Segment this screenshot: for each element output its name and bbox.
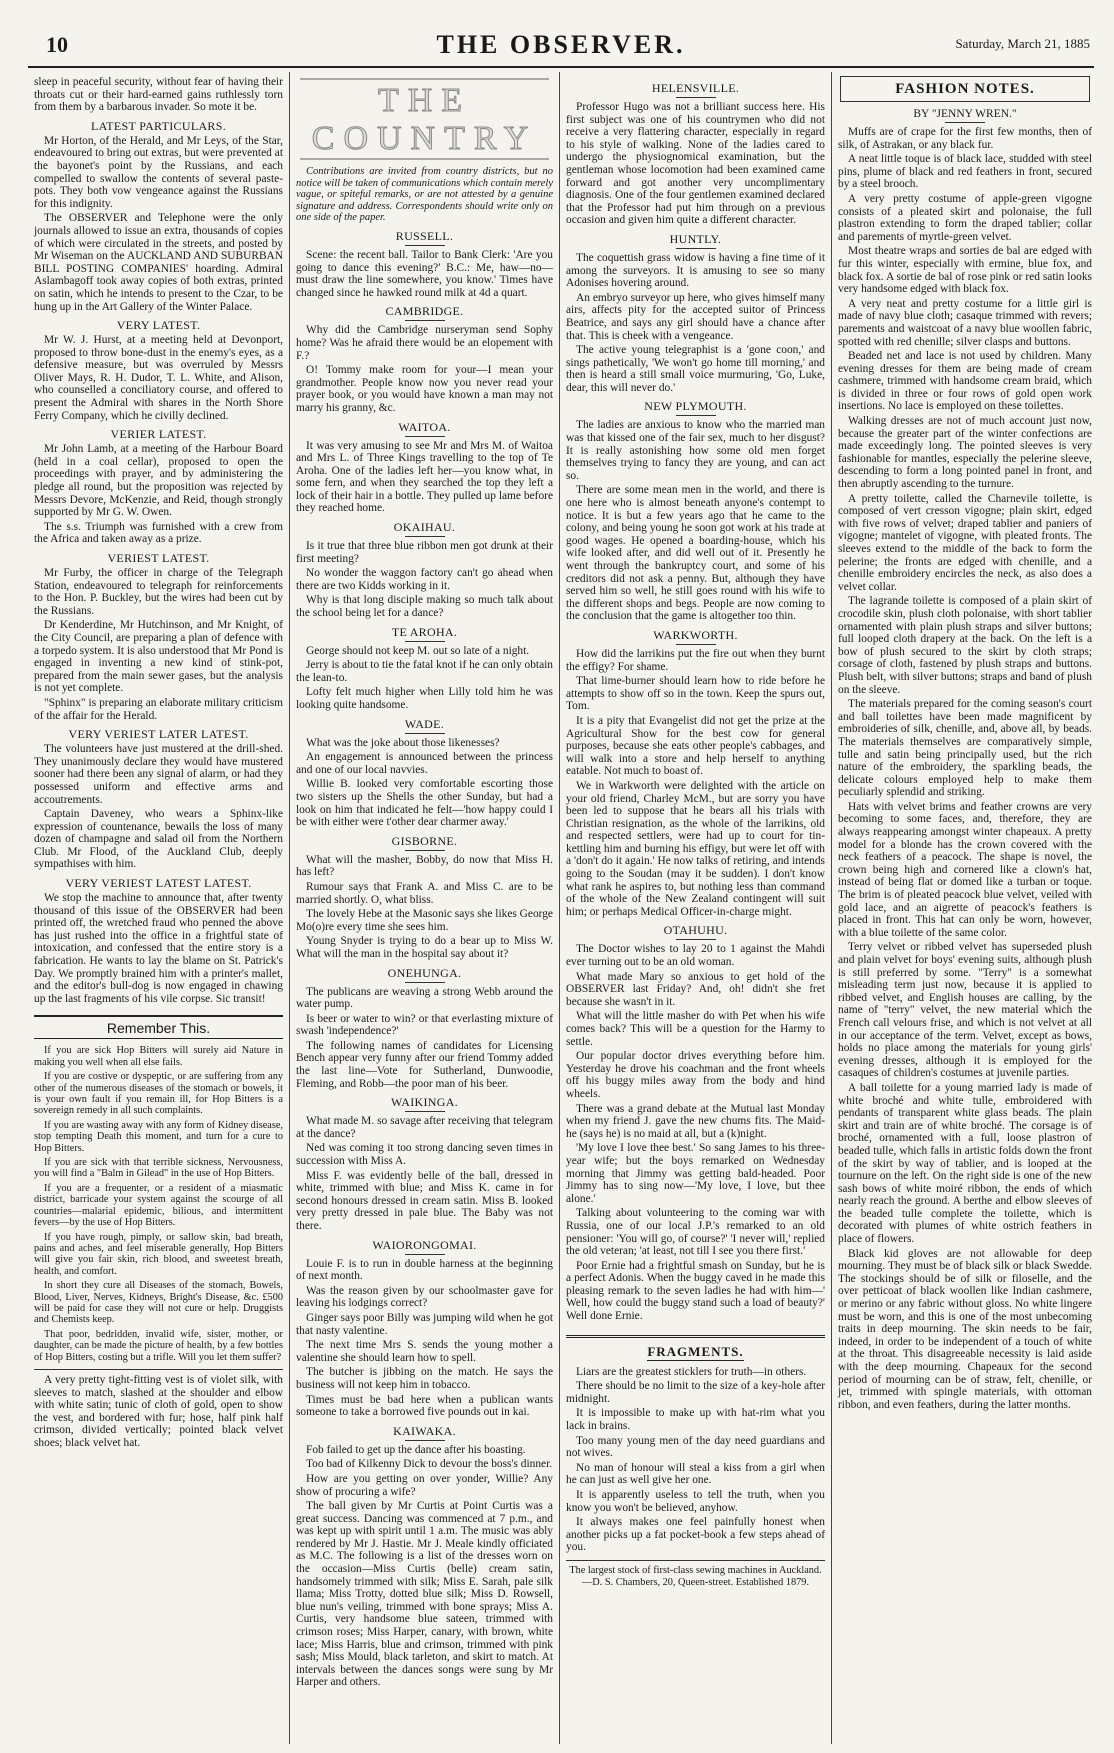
fragment-para: Too many young men of the day need guardians and not wives. bbox=[566, 1434, 825, 1460]
district-para: Times must be bad here when a publican wants someone to take a borrowed five pounds out in kai. bbox=[296, 1393, 553, 1419]
district-para: Fob failed to get up the dance after his boasting. bbox=[306, 1443, 526, 1456]
fashion-para: A pretty toilette, called the Charnevile toilette, is composed of vert cresson vigogne; plain skirt, edged with five rows of velvet; draped tablier and paniers of vigogne; mantelet of vigogne, with pleated fronts. The sleeves extend to the middle of the back to form the pelerine; the fronts are edged with chenille, and a chenille embroidery encircles the neck, as also does a velvet collar. bbox=[838, 492, 1092, 593]
district-head: RUSSELL. bbox=[395, 228, 454, 243]
fashion-para: Beaded net and lace is not used by children. Many evening dresses for them are being made of cream cashmere, trimmed with handsome cream braid, which is divided in three or four rows of gold open work insertions. No lace is employed on these toilettes. bbox=[838, 350, 1092, 413]
district-para: It was very amusing to see Mr and Mrs M. of Waitoa and Mrs L. of Three Kings travelling to the top of Te Aroha. One of the ladies left her—you know what, in some fern, and when they searched the top they left a lock of their hair in a bottle. They pulled up lame before they reached home. bbox=[296, 439, 553, 515]
fashion-para: A neat little toque is of black lace, studded with steel pins, plume of black and red feathers in front, secured by a steel brooch. bbox=[838, 153, 1092, 191]
district-para: Willie B. looked very comfortable escorting those two sisters up the Shells the other Sunday, but had a look on him that indicated he felt—'how happy could I be with either were t'other dear charmer away.' bbox=[296, 778, 553, 829]
fragment-para: It is impossible to make up with hat-rim what you lack in brains. bbox=[566, 1407, 825, 1433]
head-rule bbox=[405, 982, 445, 983]
article-para: We stop the machine to announce that, after twenty thousand of this issue of the OBSERVER had been printed off, the wretched fraud who penned the above has just rushed into the office in a frightful state of intoxication, and confessed that the entire story is a fabrication. He wants to lay the blame on St. Patrick's Day. We promptly brained him with a printer's mallet, and the editor's bull-dog is now engaged in chawing up the last fragments of his vile corpse. Sic transit! bbox=[34, 892, 283, 1005]
district-head: WAIKINGA. bbox=[390, 1095, 459, 1110]
head-rule bbox=[405, 536, 445, 537]
fashion-para: The materials prepared for the coming season's court and ball toilettes have been made magnificent by embroideries of silk, chenille, and, above all, by beads. The materials themselves are comparatively simple, tulle and satin being principally used, but the rich nature of the embroidery, the sparkling beads, the delicate colours employed help to make them peculiarly splendid and striking. bbox=[838, 698, 1092, 799]
fashion-para: Hats with velvet brims and feather crowns are very becoming to some faces, and, therefore, they are always reappearing amongst winter chapeaux. A pretty model for a blonde has the crown covered with the neck feathers of a peacock. The shape is novel, the crown being high and cornered like a clown's hat, instead of being flat or domed like a turban or toque. The brim is of pleated peacock blue velvet, veiled with gold lace, and an aigrette of peacock's feathers is placed in front. This hat can only be worn, however, with a blue toilette of the same color. bbox=[838, 800, 1092, 939]
district-para: Professor Hugo was not a brilliant success here. His first subject was one of his countrymen who did not receive a very flattering character, especially in regard to his style of walking. None of the ladies cared to undergo the physiognomical examination, but the gentleman whose locomotion had been examined came forward and got another very uncomplimentary diagnosis. One of the four gentlemen examined declared that the Professor had put him through on a previous occasion and given him quite a different character. bbox=[566, 101, 825, 227]
latest-particulars-head: LATEST PARTICULARS. bbox=[90, 118, 226, 133]
fragment-para: It is apparently useless to tell the truth, when you know you won't be believed, anyhow. bbox=[566, 1489, 825, 1514]
paper-name: THE OBSERVER. bbox=[436, 30, 686, 59]
district-para: Rumour says that Frank A. and Miss C. are to be married shortly. O, what bliss. bbox=[296, 880, 553, 906]
fashion-byline: BY "JENNY WREN." bbox=[913, 108, 1017, 120]
district-head: WADE. bbox=[404, 716, 445, 731]
district-head: GISBORNE. bbox=[391, 833, 458, 848]
district-para: Louie F. is to run in double harness at the beginning of next month. bbox=[296, 1257, 553, 1283]
fashion-para: Terry velvet or ribbed velvet has superseded plush and plain velvet for boys' evening suits, although plush is still preferred by some. "Terry" is a somewhat misleading term just now, because it is applied to ribbed velvet, and English houses are calling, by the name of "terry" velvet, the new material which the French call velours frise, and which is not velvet at all in our acceptance of the term. Velvet, except as bows, holds no place among the materials for young girls' evening dresses, although it is employed for the casaques of children's costumes at juvenile parties. bbox=[838, 941, 1092, 1080]
remember-this-head: Remember This. bbox=[34, 1015, 283, 1039]
sewing-machine-ad: The largest stock of first-class sewing machines in Auckland.—D. S. Chambers, 20, Queen-street. Established 1879. bbox=[566, 1560, 825, 1588]
district-para: Scene: the recent ball. Tailor to Bank Clerk: 'Are you going to dance this evening?' B.C.: Me, haw—no—must draw the line somewhere, you know.' Times have changed since he hawked round milk at 4d a quart. bbox=[296, 248, 553, 299]
district-head: TE AROHA. bbox=[391, 624, 458, 639]
district-para: What will the masher, Bobby, do now that Miss H. has left? bbox=[296, 853, 553, 879]
district-para: The coquettish grass widow is having a fine time of it among the surveyors. It is amusing to see so many Adonises hovering around. bbox=[566, 251, 825, 290]
district-para: Ginger says poor Billy was jumping wild when he got that nasty valentine. bbox=[296, 1311, 553, 1337]
article-para: Mr Furby, the officer in charge of the Telegraph Station, endeavoured to telegraph for reinforcements to the Hon. P. Buckley, but the wires had been cut by the Russians. bbox=[34, 567, 283, 617]
district-para: Is it true that three blue ribbon men got drunk at their first meeting? bbox=[296, 540, 553, 565]
district-para: It is a pity that Evangelist did not get the prize at the Agricultural Show for the best cow for general purposes, because she eats other people's cabbages, and will walk into a store and help herself to anything eatable. Not much to boast of. bbox=[566, 714, 825, 778]
article-para: Dr Kenderdine, Mr Hutchinson, and Mr Knight, of the City Council, are preparing a plan of defence with a torpedo system. It is also understood that Mr Pond is engaged in inventing a new kind of stink-pot, prepared from the main sewer gases, but the analysis is not yet complete. bbox=[34, 619, 283, 695]
head-rule bbox=[676, 939, 716, 940]
district-para: The ball given by Mr Curtis at Point Curtis was a great success. Dancing was commenced at 7 p.m., and was kept up with spirit until 1 a.m. The music was ably rendered by Mr J. Hastie. Mr J. Meale kindly officiated as M.C. The following is a list of the dresses worn on the occasion—Miss Curtis (belle) cream satin, handsomely trimmed with silk; Miss E. Sarah, pale silk llama; Miss Trotty, dotted blue silk; Miss D. Rowsell, blue nun's veiling, trimmed with bone sprays; Miss A. Curtis, very handsome blue sateen, trimmed with crimson roses; Miss Harper, canary, with brown, white lace; Miss Harris, blue and crimson, trimmed with pink sash; Miss Mould, black tarleton, and skirt to match. At intervals between the dances songs were sung by Mr Harper and others. bbox=[296, 1500, 553, 1689]
fragments-head bbox=[566, 1335, 825, 1360]
verier-latest-head: VERIER LATEST. bbox=[110, 427, 207, 442]
article-para: Mr Horton, of the Herald, and Mr Leys, of the Star, endeavoured to bring out extras, but were prevented at the bayonet's point by the Russians, and each compelled to swallow the contents of several paste-pots. They both vow vengeance against the Russians for this indignity. bbox=[34, 134, 283, 210]
district-head: HELENSVILLE. bbox=[651, 81, 740, 95]
ad-para: That poor, bedridden, invalid wife, sister, mother, or daughter, can be made the picture of health, by a few bottles of Hop Bitters, costing but a trifle. Will you let them suffer? bbox=[34, 1328, 283, 1363]
district-head: CAMBRIDGE. bbox=[385, 304, 464, 319]
closing-para: A very pretty tight-fitting vest is of violet silk, with sleeves to match, slashed at the shoulder and elbow with white satin; tunic of cloth of gold, open to show the vest, and bordered with fur; hose, half pink half crimson, divided vertically; pointed black velvet shoes; black velvet hat. bbox=[34, 1373, 283, 1449]
byline-rule bbox=[945, 122, 985, 123]
article-para: "Sphinx" is preparing an elaborate military criticism of the affair for the Herald. bbox=[34, 696, 283, 722]
article-para: Mr John Lamb, at a meeting of the Harbour Board (held in a coal cellar), proposed to open the proceedings with prayer, and by administering the pledge all round, but the proposition was rejected by Messrs Devore, McKenzie, and Reid, though strongly supported by Mr G. W. Owen. bbox=[34, 443, 283, 519]
district-para: Talking about volunteering to the coming war with Russia, one of our local J.P.'s remarked to an old pensioner: 'You will go, of course?' 'I never will,' replied the old veteran; 'at least, not till I see you there first.' bbox=[566, 1207, 825, 1258]
district-head: WAITOA. bbox=[398, 419, 451, 434]
district-para: The ladies are anxious to know who the married man was that kissed one of the fair sex, much to her disgust? It is really astonishing how some old men forget themselves trying to fancy they are young, and can act so. bbox=[566, 419, 825, 482]
article-para: The s.s. Triumph was furnished with a crew from the Africa and taken away as a prize. bbox=[34, 520, 283, 546]
page-number: 10 bbox=[46, 32, 68, 57]
article-para: Captain Daveney, who wears a Sphinx-like expression of countenance, bewails the loss of many dozen of champagne and salad oil from the Northern Club. Mr Flood, of the Auckland Club, deeply sympathises with him. bbox=[34, 808, 283, 871]
masthead-rule bbox=[28, 66, 1094, 68]
fashion-para: Walking dresses are not of much account just now, because the greater part of the winter confections are made exceedingly long. The pointed sleeves is very fashionable for mantles, especially the pelerine sleeve, descending to form a long pointed panel in front, and then abruptly ascending to the turnure. bbox=[838, 415, 1092, 491]
fragments-title: FRAGMENTS. bbox=[647, 1343, 744, 1359]
district-para: What was the joke about those likenesses? bbox=[306, 736, 500, 749]
ad-para: In short they cure all Diseases of the stomach, Bowels, Blood, Liver, Nerves, Kidneys, Bright's Disease, &c. £500 will be paid for case they will not cure or help. Druggists and Chemists keep. bbox=[34, 1280, 283, 1326]
fashion-para: Muffs are of crape for the first few months, then of silk, of Astrakan, or any black fur. bbox=[838, 126, 1092, 151]
head-rule bbox=[676, 415, 716, 416]
district-para: That lime-burner should learn how to ride before he attempts to show off so in the town. Keep the spurs out, Tom. bbox=[566, 675, 825, 713]
fashion-notes-head: FASHION NOTES. bbox=[840, 76, 1090, 102]
district-para: Why did the Cambridge nurseryman send Sophy home? Was he afraid there would be an elopement with F.? bbox=[296, 324, 553, 362]
district-para: Miss F. was evidently belle of the ball, dressed in white, trimmed with blue; and Miss K. came in for second honours dressed in cream satin. Miss B. looked very pretty dressed in pale blue. The Baby was not there. bbox=[296, 1169, 553, 1232]
head-rule bbox=[405, 641, 445, 642]
head-rule bbox=[405, 1111, 445, 1112]
fragment-para: No man of honour will steal a kiss from a girl when he can just as well give her one. bbox=[566, 1461, 825, 1487]
column-1-intro: sleep in peaceful security, without fear of having their throats cut or their hard-earned gains ruthlessly torn from them by a barbarous invader. So mote it be. bbox=[34, 76, 283, 114]
fashion-para: Black kid gloves are not allowable for deep mourning. They must be of black silk or black Swedde. The stockings should be of silk or filoselle, and the over petticoat of black woollen like Indian cashmere, or merino or any fabric without gloss. No white lingere must be worn, and this is one of the most unbecoming traits in deep mourning. The skin needs to be fair, indeed, in order to be independent of a touch of white at the throat. This disagreeable necessity is laid aside with the deep mourning. Chapeaux for the second period of mourning can be of straw, felt, chenille, or jet, trimmed with spingle materials, with ottoman ribbon, and even feathers, during the latter months. bbox=[838, 1247, 1092, 1411]
district-para: The lovely Hebe at the Masonic says she likes George Mo(o)re every time she sees him. bbox=[296, 908, 553, 933]
district-para: Young Snyder is trying to do a bear up to Miss W. What will the man in the hospital say about it? bbox=[296, 935, 553, 960]
masthead bbox=[28, 28, 1094, 58]
district-head: HUNTLY. bbox=[669, 231, 722, 246]
head-rule bbox=[676, 97, 716, 98]
article-para: Mr W. J. Hurst, at a meeting held at Devonport, proposed to throw bone-dust in the enemy's eyes, as a defensive measure, but was overruled by Messrs Oliver Mays, R. H. Dudor, T. L. White, and Alison, who counselled a conciliatory course, and offered to present the Admiral with shares in the North Shore Ferry Company, which he civilly declined. bbox=[34, 334, 283, 422]
district-para: Our popular doctor drives everything before him. Yesterday he drove his coachman and the front wheels off his buggy miles away from the body and hind wheels. bbox=[566, 1050, 825, 1100]
district-head: KAIWAKA. bbox=[393, 1423, 456, 1438]
head-rule bbox=[405, 1254, 445, 1255]
district-para: Is beer or water to win? or that everlasting mixture of swash 'independence?' bbox=[296, 1012, 553, 1038]
district-para: The next time Mrs S. sends the young mother a valentine she should learn how to spell. bbox=[296, 1339, 553, 1364]
contributions-note: Contributions are invited from country districts, but no notice will be taken of communications which contain merely vague, or spiteful remarks, or are not attested by a genuine signature and address. Correspondents should write only on one side of the paper. bbox=[296, 166, 553, 224]
district-head: OKAIHAU. bbox=[393, 520, 456, 535]
ad-para: If you are a frequenter, or a resident of a miasmatic district, barricade your system against the scourge of all countries—malarial epidemic, bilious, and intermittent fevers—by the use of Hop Bitters. bbox=[34, 1182, 283, 1229]
ad-para: If you are sick Hop Bitters will surely aid Nature in making you well when all else fails. bbox=[34, 1045, 283, 1068]
fashion-para: A very neat and pretty costume for a little girl is made of navy blue cloth; casaque trimmed with revers; parements and waistcoat of a navy blue woollen fabric, spotted with red chenille; silver clasps and buttons. bbox=[838, 297, 1092, 348]
district-para: Jerry is about to tie the fatal knot if he can only obtain the lean-to. bbox=[296, 659, 553, 684]
head-rule bbox=[405, 320, 445, 321]
very-latest-head: VERY LATEST. bbox=[116, 318, 201, 333]
head-rule bbox=[676, 644, 716, 645]
article-para: The OBSERVER and Telephone were the only journals allowed to issue an extra, thousands of copies of which were circulated in the streets, and posted by Mr Wiseman on the AUCKLAND AND SUBURBAN BILL POSTING COMPANIES' hoarding. Admiral Aslambagoff took away copies of both extras, printed on satin, which he intends to present to the Czar, to be hung up in the Art Gallery of the Winter Palace. bbox=[34, 212, 283, 313]
fashion-para: A ball toilette for a young married lady is made of white broché and white tulle, embroidered with pendants of transparent white glass beads. The plain skirt and train are of white broché. The corsage is of broché, ornamented with a full, loose plastron of beaded tulle, which falls in artistic folds down the front of the skirt by way of tablier, and is looped at the tournure on the left. On the right side is one of the new sash bows of white moiré ribbon, the ends of which nearly reach the ground. A berthe and elbow sleeves of the beaded tulle complete the toilette, which is decorated with plumes of white ostrich feathers in place of flowers. bbox=[838, 1081, 1092, 1246]
district-para: The active young telegraphist is a 'gone coon,' and sings pathetically, 'We won't go home till morning,' and then is heard a still small voice murmuring, 'Go, Luke, dear, this will never do.' bbox=[566, 344, 825, 394]
district-head: WAIORONGOMAI. bbox=[372, 1237, 477, 1252]
fashion-para: Most theatre wraps and sorties de bal are edged with fur this winter, especially with ermine, blue fox, and black fox. A sortie de bal of rose pink or red satin looks very handsome edged with black fox. bbox=[838, 245, 1092, 296]
district-para: Lofty felt much higher when Lilly told him he was looking quite handsome. bbox=[296, 686, 553, 711]
district-para: The Doctor wishes to lay 20 to 1 against the Mahdi ever turning out to be an old woman. bbox=[566, 943, 825, 969]
district-para: How are you getting on over yonder, Willie? Any show of procuring a wife? bbox=[296, 1472, 553, 1498]
district-para: Was the reason given by our schoolmaster gave for leaving his lodgings correct? bbox=[296, 1284, 553, 1310]
district-para: The following names of candidates for Licensing Bench appear very funny after our friend Tommy added the last line—Vote for Sutherland, Dunwoodie, Fleming, and Robb—the poor man of his beer. bbox=[296, 1039, 553, 1090]
district-para: The publicans are weaving a strong Webb around the water pump. bbox=[296, 985, 553, 1011]
issue-date: Saturday, March 21, 1885 bbox=[955, 36, 1090, 51]
district-head: NEW PLYMOUTH. bbox=[644, 399, 747, 414]
district-para: We in Warkworth were delighted with the article on your old friend, Charley McM., but are sorry you have been led to suppose that he bears all his trials with Christian resignation, as the whole of the larrikins, old and respected settlers, were had up to court for tin-kettling him and burning his effigy, but were let off with a 'don't do it again.' He now talks of retiring, and intends going to the Soudan (may it be sudden). I don't know what rank he aspires to, but nothing less than command of the whole of the New Zealand contingent will suit him; or perhaps Medical Officer-in-charge might. bbox=[566, 779, 825, 918]
column-2 bbox=[290, 72, 560, 1744]
ad-para: If you are sick with that terrible sickness, Nervousness, you will find a "Balm in Gilead" in the use of Hop Bitters. bbox=[34, 1157, 283, 1180]
district-para: An engagement is announced between the princess and one of our local navvies. bbox=[296, 751, 553, 776]
district-para: George should not keep M. out so late of a night. bbox=[306, 644, 530, 657]
head-rule bbox=[405, 245, 445, 246]
column-3 bbox=[560, 72, 832, 1744]
very-veriest-latest-head: VERY VERIEST LATEST LATEST. bbox=[65, 876, 252, 891]
fragment-para: Liars are the greatest sticklers for truth—in others. bbox=[576, 1365, 807, 1378]
district-para: What made Mary so anxious to get hold of the OBSERVER last Friday? And, oh! didn't she fret because she wasn't in it. bbox=[566, 970, 825, 1008]
district-para: There are some mean men in the world, and there is one here who is almost beneath anyone's contempt to notice. It is but a few years ago that he came to the colony, and being young he soon got work at his trade at good wages. He opened a boarding-house, which his wife looked after, and did well out of it. Presently he went through the bankruptcy court, and some of his creditors did not ask a penny. But, although they have served him so well, he still goes round with his wife to the different shops and begs. People are now coming to the conclusion that the game is altogether too thin. bbox=[566, 484, 825, 623]
page-columns bbox=[28, 72, 1098, 1744]
district-head: OTAHUHU. bbox=[663, 923, 728, 938]
ad-para: If you are costive or dyspeptic, or are suffering from any other of the numerous diseases of the stomach or bowels, it is your own fault if you remain ill, for Hop Bitters is a sovereign remedy in all such complaints. bbox=[34, 1071, 283, 1117]
ad-para: If you have rough, pimply, or sallow skin, bad breath, pains and aches, and feel miserable generally, Hop Bitters will give you fair skin, rich blood, and sweetest breath, health, and comfort. bbox=[34, 1231, 283, 1277]
district-para: O! Tommy make room for your—I mean your grandmother. People know now you never read your prayer book, or you would have known a man may not marry his granny, &c. bbox=[296, 364, 553, 414]
district-para: No wonder the waggon factory can't go ahead when there are two Kidds working in it. bbox=[296, 567, 553, 592]
head-rule bbox=[676, 248, 716, 249]
fashion-para: A very pretty costume of apple-green vigogne consists of a pleated skirt and polonaise, the full plastron extending to form the draped tablier; collar and parements of myrtle-green velvet. bbox=[838, 192, 1092, 243]
fragment-para: There should be no limit to the size of a key-hole after midnight. bbox=[566, 1380, 825, 1405]
head-rule bbox=[405, 1440, 445, 1441]
district-para: Too bad of Kilkenny Dick to devour the boss's dinner. bbox=[306, 1458, 553, 1471]
column-1 bbox=[28, 72, 290, 1744]
district-para: 'My love I love thee best.' So sang James to his three-year wife; but the boys remarked on Wednesday morning that Jimmy was getting bald-headed. Poor Jimmy has to sing now—'My love, I love, but thee alone.' bbox=[566, 1142, 825, 1205]
district-para: Poor Ernie had a frightful smash on Sunday, but he is a perfect Adonis. When the buggy caved in he made this pleasing remark to the seven ladies he had with him—' Well, how could the buggy stand such a load of beauty?' Well done Ernie. bbox=[566, 1259, 825, 1323]
country-sections bbox=[296, 230, 553, 1689]
column-4 bbox=[832, 72, 1098, 1744]
district-para: An embryo surveyor up here, who gives himself many airs, affects pity for the accepted suitor of Princess Beatrice, and says any girl should have a chance after that. This is cheek with a vengeance. bbox=[566, 291, 825, 342]
district-head: ONEHUNGA. bbox=[387, 965, 462, 980]
district-para: What will the little masher do with Pet when his wife comes back? This will be a question for the Harmy to settle. bbox=[566, 1010, 825, 1048]
the-country-banner: THE COUNTRY bbox=[300, 78, 549, 160]
fragment-para: It always makes one feel painfully honest when another picks up a fat pocket-book a few steps ahead of you. bbox=[566, 1516, 825, 1554]
district-para: There was a grand debate at the Mutual last Monday when my friend J. gave the new chums fits. The Maid-he (says he) is no maid at all, but a (k)night. bbox=[566, 1102, 825, 1140]
veriest-latest-head: VERIEST LATEST. bbox=[107, 551, 210, 565]
article-para: The volunteers have just mustered at the drill-shed. They unanimously declare they would have mustered sooner had there been any signal of alarm, or had they possessed uniform and effective arms and accoutrements. bbox=[34, 743, 283, 806]
head-rule bbox=[405, 733, 445, 734]
fashion-para: The lagrande toilette is composed of a plain skirt of crocodile skin, plush cloth polonaise, with short tablier ornamented with plain plush straps and silver buttons; full looped cloth drapery at the back. On the left is a bow of plush secured to the skirt by cloth straps; corsage of cloth, fastened by plush straps and buttons. Plush belt, with silver buttons; straps and band of plush on the sleeve. bbox=[838, 595, 1092, 696]
head-rule bbox=[405, 436, 445, 437]
head-rule bbox=[405, 850, 445, 851]
district-para: What made M. so savage after receiving that telegram at the dance? bbox=[296, 1115, 553, 1140]
district-head: WARKWORTH. bbox=[653, 627, 738, 642]
district-para: How did the larrikins put the fire out when they burnt the effigy? For shame. bbox=[566, 647, 825, 673]
district-para: Ned was coming it too strong dancing seven times in succession with Miss A. bbox=[296, 1142, 553, 1168]
fashion-paragraphs bbox=[838, 126, 1092, 1411]
district-para: The butcher is jibbing on the match. He says the business will not keep him in tobacco. bbox=[296, 1366, 553, 1391]
country-sections-continued bbox=[566, 82, 825, 1323]
column-rule bbox=[34, 1369, 283, 1370]
district-para: Why is that long disciple making so much talk about the school being let for a dance? bbox=[296, 594, 553, 620]
very-veriest-later-head: VERY VERIEST LATER LATEST. bbox=[68, 727, 249, 742]
ad-para: If you are wasting away with any form of Kidney disease, stop tempting Death this moment, and turn for a cure to Hop Bitters. bbox=[34, 1119, 283, 1154]
